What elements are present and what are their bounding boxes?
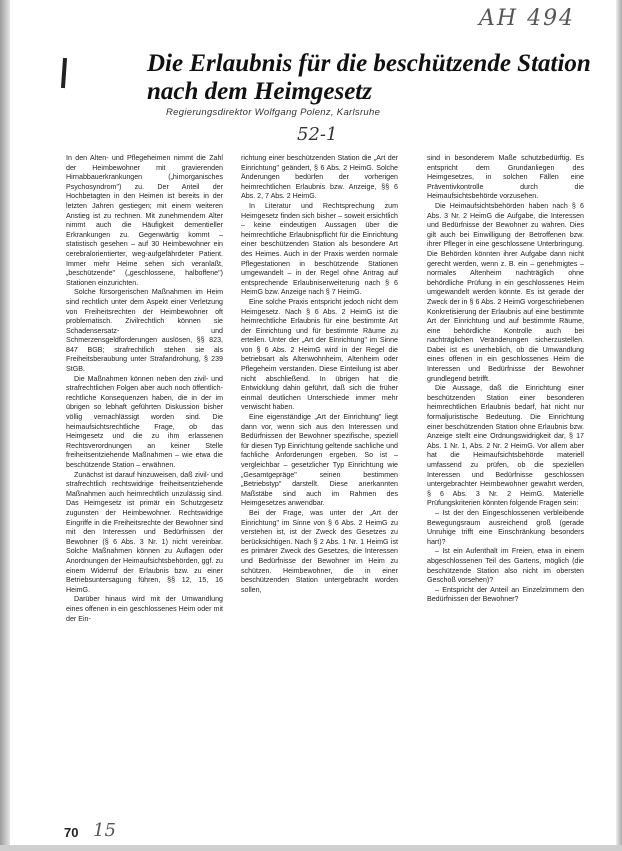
handwritten-note: 52-1	[297, 124, 338, 145]
article-title: Die Erlaubnis für die beschützende Station nach dem Heimgesetz	[147, 50, 591, 105]
paragraph: Darüber hinaus wird mit der Umwandlung eines offenen in ein geschlossenes Heim oder mit der Ein-	[66, 595, 223, 623]
scan-right-edge	[616, 0, 622, 851]
paragraph: Eine solche Praxis entspricht jedoch nicht dem Heimgesetz. Nach § 6 Abs. 2 HeimG ist die heimrechtliche Erlaubnis für eine bestimmte Art der Einrichtung und für bestimmte Räume zu erteilen. Unter der „Art der Einrichtung" im Sinne von § 6 Abs. 2 HeimG wird in der Regel die betriebsart als Altenwohnheim, Altenheim oder Pflegeheim verstanden. Diese Einteilung ist aber nicht abschließend. In übrigen hat die Entwicklung dahin geführt, daß sich die früher einmal deutlichen Unterschiede immer mehr verwischt haben.	[241, 297, 398, 412]
paragraph: Bei der Frage, was unter der „Art der Einrichtung" im Sinne von § 6 Abs. 2 HeimG zu verstehen ist, ist der Zweck des Gesetzes zu berücksichtigen. Nach § 2 Abs. 1 Nr. 1 HeimG ist es primärer Zweck des Gesetzes, die Interessen und Bedürfnisse der Bewohner im Heim zu schützen. Heimbewohner, die in einer beschützenden Station untergebracht worden sollen,	[241, 508, 398, 594]
handwritten-page-note: 15	[93, 820, 116, 841]
scan-left-edge	[0, 0, 10, 851]
paragraph: In den Alten- und Pflegeheimen nimmt die Zahl der Heimbewohner mit gravierenden Hirnabbauerkrankungen („hirnorganisches Psychosyndrom") zu. Der Anteil der Hochbetagten in den Heimen ist bereits in der letzten Jahren gestiegen; mit einem weiteren Anstieg ist zu rechnen. Mit zunehmendem Alter nimmt auch die Häufigkeit dementieller Erkrankungen zu. Gegenwärtig kommt – statistisch gesehen – auf 30 Heimbewohner ein cerebralorientierter, weg-aufgefährdeter Patient. Immer mehr Heime sehen sich veranlaßt, „beschützende" („geschlossene, halboffene") Stationen einzurichten.	[66, 154, 223, 287]
margin-mark	[61, 58, 67, 88]
paragraph: In Literatur und Rechtsprechung zum Heimgesetz finden sich bisher – soweit ersichtlich – keine eindeutigen Aussagen über die heimrechtliche Erlaubnispflicht für die Einrichtung einer beschützenden Station als besondere Art des Heimes. Auch in der Praxis werden normale Pflegestationen in beschützende Stationen umgewandelt – in der Regel ohne Antrag auf entsprechende Erlaubniserweiterung nach § 6 HeimG bzw. Anzeige nach § 7 HeimG.	[241, 201, 398, 297]
text-column-2	[241, 154, 398, 830]
paragraph: richtung einer beschützenden Station die „Art der Einrichtung" geändert, § 6 Abs. 2 HeimG. Solche Änderungen bedürfen der vorherigen heimrechtlichen Erlaubnis bzw. Anzeige, §§ 6 Abs. 2, 7 Abs. 2 HeimG.	[241, 154, 398, 201]
paragraph: Die Aussage, daß die Einrichtung einer beschützenden Station einer besonderen heimrechtlichen Erlaubnis bedarf, hat nicht nur formaljuristische Bedeutung. Die Einrichtung einer beschützenden Station ohne Erlaubnis bzw. Anzeige stellt eine Ordnungswidrigkeit dar, § 17 Abs. 1 Nr. 1, Abs. 2 Nr. 2 HeimG. Vor allem aber hat die Heimaufsichtsbehörde materiell umfassend zu prüfen, ob die speziellen Interessen und Bedürfnisse geschlossen untergebrachter Heimbewohner gewahrt werden, § 6 Abs. 3 Nr. 2 HeimG. Materielle Prüfungskriterien könnten folgende Fragen sein:	[427, 384, 584, 508]
paragraph: Solche fürsorgerischen Maßnahmen im Heim sind rechtlich unter dem Aspekt einer Verletzung von Freiheitsrechten der Heimbewohner oft problematisch. Zivilrechtlich können sie Schadensersatz- und Schmerzensgeldforderungen auslösen, §§ 823, 847 BGB; strafrechtlich stehen sie als Freiheitsberaubung unter Strafandrohung, § 239 StGB.	[66, 288, 223, 374]
text-column-3	[427, 154, 584, 830]
list-item: – Ist ein Aufenthalt im Freien, etwa in einem abgeschlossenen Teil des Gartens, möglich (die beschützende Station also nicht im obersten Geschoß vorsehen)?	[427, 547, 584, 585]
list-item: – Ist der den Eingeschlossenen verbleibende Bewegungsraum ausreichend groß (gerade Unruhige trifft eine Einschränkung besonders hart)?	[427, 508, 584, 546]
author-byline: Regierungsdirektor Wolfgang Polenz, Karlsruhe	[166, 107, 381, 118]
scan-bottom-edge	[0, 845, 622, 851]
paragraph: Zunächst ist darauf hinzuweisen, daß zivil- und strafrechtlich rechtswidrige freiheitsentziehende Maßnahmen auch heimrechtlich unzulässig sind. Das Heimgesetz ist primär ein Schutzgesetz zugunsten der Heimbewohner. Rechtswidrige Eingriffe in die Freiheitsrechte der Bewohner sind mit den Interessen und Bedürfnissen der Bewohner (§ 6 Abs. 3 Nr. 1) nicht vereinbar. Solche Maßnahmen können zu Auflagen oder Anordnungen der Heimaufsichtsbehörden, ggf. zu einem Widerruf der Erlaubnis bzw. zu einer Betriebsuntersagung führen, §§ 12, 15, 16 HeimG.	[66, 470, 223, 594]
paragraph: Eine eigenständige „Art der Einrichtung" liegt dann vor, wenn sich aus den Interessen und Bedürfnissen der Bewohner spezifische, speziell für diesen Typ Einrichtung geltende sachliche und fachliche Anforderungen ergeben. So ist – vergleichbar – gesetzlicher Typ Einrichtung wie „Gesamtgepräge" seinen bestimmen „Betriebstyp" darstellt. Diese anerkannten Maßstäbe sind auch im Rahmen des Heimgesetzes anwendbar.	[241, 413, 398, 508]
paragraph: sind in besonderem Maße schutzbedürftig. Es entspricht dem Grundanliegen des Heimgesetzes, in solchen Fällen eine Präventivkontrolle durch die Heimaufsichtsbehörde vorzusehen.	[427, 154, 584, 201]
list-item: – Entspricht der Anteil an Einzelzimmern den Bedürfnissen der Bewohner?	[427, 585, 584, 604]
paragraph: Die Maßnahmen können neben den zivil- und strafrechtlichen Folgen aber auch noch öffentlich-rechtliche Konsequenzen haben, die in der im übrigen so lebhaft geführten Diskussion bisher völlig vernachlässigt worden sind. Die heimaufsichtsrechtliche Frage, ob das Heimgesetz und die zu ihm erlassenen Rechtsverordnungen an keiner Stelle freiheitsentziehende Maßnahmen – wie etwa die beschützende Station – erwähnen.	[66, 374, 223, 469]
handwritten-archive-number: AH 494	[479, 6, 576, 31]
page-number: 70	[64, 825, 79, 840]
paragraph: Die Heimaufsichtsbehörden haben nach § 6 Abs. 3 Nr. 2 HeimG die Aufgabe, die Interessen und Bedürfnisse der Bewohner zu wahren. Dies gilt auch bei Einwilligung der Betroffenen bzw. ihrer Pfleger in eine geschlossene Unterbringung. Die Behörden könnten ihrer Aufgabe dann nicht gerecht werden, wenn z. B. ein – genehmigtes – normales Altenheim nachträglich ohne behördliche Prüfung in ein geschlossenes Heim umgewandelt werden könnte. Es ist gerade der Zweck der in § 6 Abs. 2 HeimG vorgeschriebenen Konkretisierung der Erlaubnis auf eine bestimmte Art der Einrichtung und auf bestimmte Räume, eine behördliche Kontrolle auch bei nachträglichen Veränderungen sicherzustellen. Dabei ist es unerheblich, ob die Umwandlung eines offenen in ein geschlossenes Heim die Interessen und Bedürfnisse der Bewohner grundlegend betrifft.	[427, 201, 584, 383]
text-column-1	[66, 154, 223, 830]
